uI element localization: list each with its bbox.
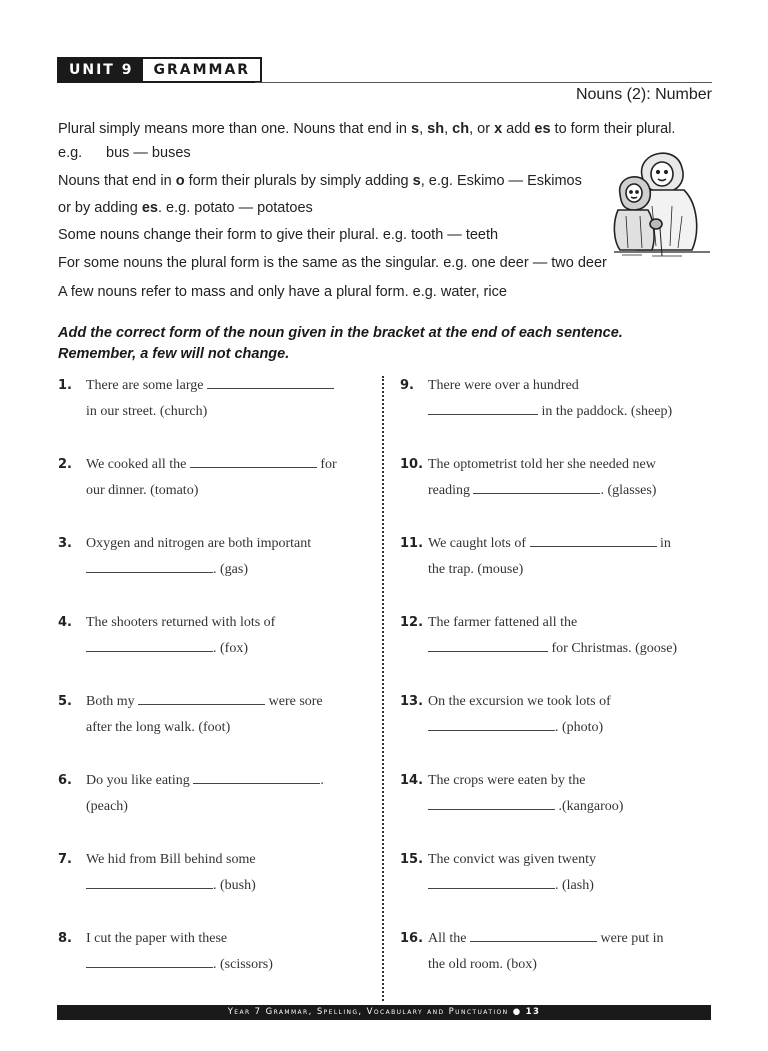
answer-blank[interactable] — [428, 717, 555, 731]
answer-blank[interactable] — [190, 454, 317, 468]
column-divider — [382, 376, 384, 1001]
answer-blank[interactable] — [193, 770, 320, 784]
answer-blank[interactable] — [86, 954, 213, 968]
answer-blank[interactable] — [86, 638, 213, 652]
intro-line-3: Nouns that end in o form their plurals by simply adding s, e.g. Eskimo — Eskimos — [58, 173, 582, 189]
answer-blank[interactable] — [86, 559, 213, 573]
answer-blank[interactable] — [473, 480, 600, 494]
intro-line-6: For some nouns the plural form is the same as the singular. e.g. one deer — two deer — [58, 255, 607, 271]
instruction — [58, 323, 718, 365]
intro-line-5: Some nouns change their form to give their plural. e.g. tooth — teeth — [58, 227, 499, 243]
answer-blank[interactable] — [428, 401, 538, 415]
footer-bullet: ● — [512, 1007, 522, 1017]
answer-blank[interactable] — [207, 375, 334, 389]
instruction-line-1: Add the correct form of the noun given in the bracket at the end of each sentence. — [58, 325, 623, 341]
footer-text: Year 7 Grammar, Spelling, Vocabulary and Punctuation — [227, 1007, 509, 1017]
answer-blank[interactable] — [138, 691, 265, 705]
eskimo-illustration — [612, 146, 712, 258]
answer-blank[interactable] — [470, 928, 597, 942]
intro-line-1: Plural simply means more than one. Nouns that end in s, sh, ch, or x add es to form their plural. — [58, 121, 676, 137]
header-rule — [255, 82, 712, 83]
answer-blank[interactable] — [530, 533, 657, 547]
unit-header — [57, 57, 262, 83]
answer-blank[interactable] — [428, 875, 555, 889]
page-title: Nouns (2): Number — [575, 86, 712, 103]
unit-label: UNIT 9 — [59, 59, 143, 81]
answer-blank[interactable] — [428, 638, 548, 652]
intro-line-2: e.g. bus — buses — [58, 145, 191, 161]
answer-blank[interactable] — [86, 875, 213, 889]
intro-line-7: A few nouns refer to mass and only have a plural form. e.g. water, rice — [58, 284, 507, 300]
page-number: 13 — [525, 1007, 541, 1017]
answer-blank[interactable] — [428, 796, 555, 810]
unit-topic: GRAMMAR — [143, 59, 260, 81]
intro-line-4: or by adding es. e.g. potato — potatoes — [58, 200, 313, 216]
instruction-line-2: Remember, a few will not change. — [58, 346, 290, 362]
page-footer — [57, 1005, 711, 1020]
